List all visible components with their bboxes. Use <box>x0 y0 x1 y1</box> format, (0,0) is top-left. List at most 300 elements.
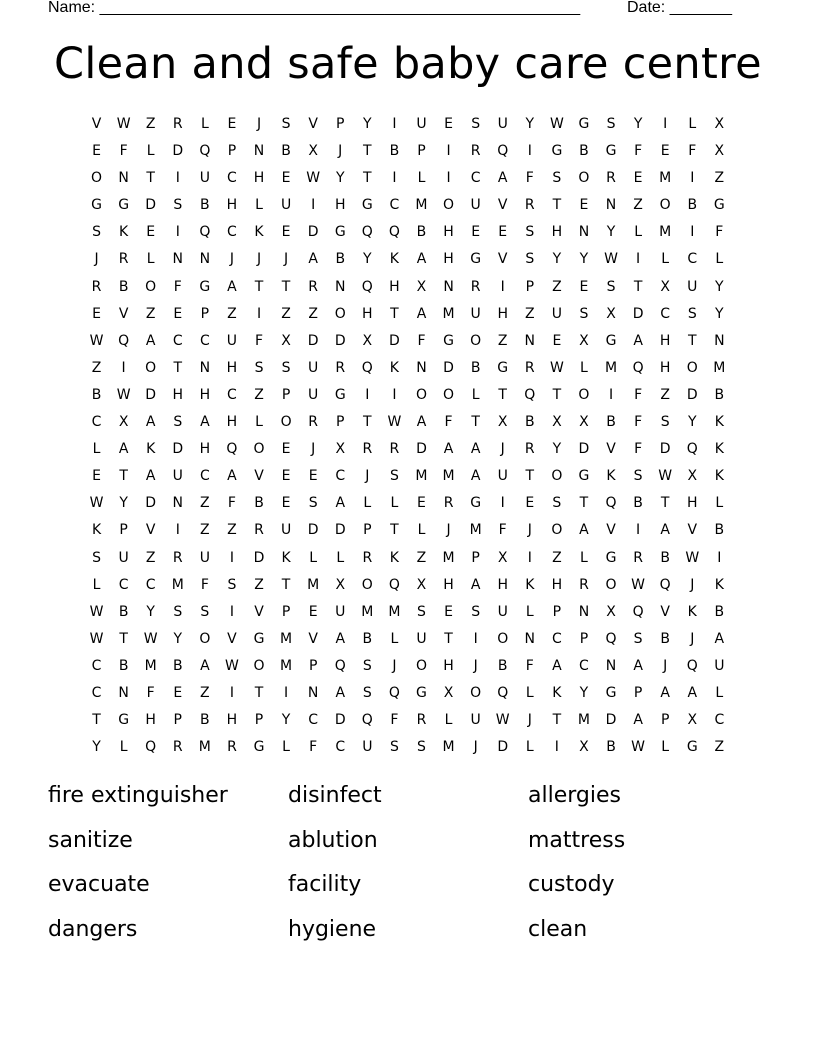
grid-letter[interactable]: D <box>659 441 671 458</box>
grid-letter[interactable]: P <box>579 630 589 647</box>
grid-letter[interactable]: U <box>362 739 373 756</box>
grid-letter[interactable]: A <box>470 441 481 458</box>
grid-letter[interactable]: K <box>91 522 102 539</box>
grid-letter[interactable]: L <box>688 116 697 132</box>
grid-letter[interactable]: Y <box>335 170 345 187</box>
grid-letter[interactable]: N <box>578 603 590 620</box>
grid-letter[interactable]: V <box>91 116 102 132</box>
grid-letter[interactable]: C <box>660 305 671 322</box>
grid-letter[interactable]: E <box>173 305 183 322</box>
grid-letter[interactable]: W <box>549 359 564 376</box>
grid-letter[interactable]: B <box>118 278 129 295</box>
grid-letter[interactable]: O <box>361 576 373 593</box>
grid-letter[interactable]: C <box>335 739 346 756</box>
grid-letter[interactable]: M <box>469 522 482 539</box>
grid-letter[interactable]: E <box>146 224 156 241</box>
grid-letter[interactable]: A <box>145 414 156 431</box>
grid-letter[interactable]: H <box>497 305 508 322</box>
grid-letter[interactable]: N <box>605 197 617 214</box>
grid-letter[interactable]: D <box>578 441 590 458</box>
grid-letter[interactable]: M <box>415 468 428 485</box>
grid-letter[interactable]: S <box>606 278 616 295</box>
grid-letter[interactable]: E <box>281 495 291 512</box>
grid-letter[interactable]: H <box>551 576 563 593</box>
grid-letter[interactable]: N <box>578 224 590 241</box>
grid-letter[interactable]: U <box>280 522 292 539</box>
grid-letter[interactable]: Z <box>145 116 156 132</box>
grid-letter[interactable]: C <box>714 712 725 729</box>
grid-letter[interactable]: X <box>660 278 670 295</box>
grid-letter[interactable]: S <box>525 251 535 268</box>
grid-letter[interactable]: S <box>92 549 101 566</box>
grid-letter[interactable]: N <box>605 657 617 674</box>
grid-letter[interactable]: L <box>92 576 101 593</box>
grid-letter[interactable]: D <box>389 332 400 349</box>
grid-letter[interactable]: M <box>442 468 455 485</box>
grid-letter[interactable]: W <box>631 576 646 593</box>
grid-letter[interactable]: B <box>118 657 129 674</box>
grid-letter[interactable]: A <box>714 630 725 647</box>
grid-letter[interactable]: G <box>253 739 265 756</box>
grid-letter[interactable]: M <box>442 305 455 322</box>
grid-letter[interactable]: B <box>389 143 400 160</box>
grid-letter[interactable]: C <box>199 332 210 349</box>
grid-letter[interactable]: D <box>307 224 319 241</box>
grid-letter[interactable]: R <box>524 441 535 458</box>
grid-letter[interactable]: B <box>200 712 210 729</box>
grid-letter[interactable]: C <box>199 468 210 485</box>
grid-letter[interactable]: G <box>334 386 346 403</box>
grid-letter[interactable]: Q <box>659 576 671 593</box>
grid-letter[interactable]: G <box>199 278 211 295</box>
grid-letter[interactable]: C <box>335 468 346 485</box>
grid-letter[interactable]: A <box>660 522 670 539</box>
grid-letter[interactable]: L <box>580 549 588 566</box>
grid-letter[interactable]: I <box>500 278 505 295</box>
grid-letter[interactable]: G <box>91 197 102 214</box>
grid-letter[interactable]: J <box>229 251 234 268</box>
grid-letter[interactable]: O <box>578 386 590 403</box>
grid-letter[interactable]: B <box>524 414 535 431</box>
grid-letter[interactable]: S <box>471 116 481 132</box>
grid-letter[interactable]: I <box>392 170 397 187</box>
grid-letter[interactable]: A <box>660 684 670 701</box>
grid-letter[interactable]: W <box>89 332 104 349</box>
grid-letter[interactable]: Y <box>525 116 535 132</box>
grid-letter[interactable]: I <box>446 170 451 187</box>
grid-letter[interactable]: F <box>417 332 426 349</box>
grid-letter[interactable]: S <box>362 657 372 674</box>
grid-letter[interactable]: C <box>91 657 102 674</box>
grid-letter[interactable]: B <box>606 739 616 756</box>
grid-letter[interactable]: Y <box>552 441 562 458</box>
grid-letter[interactable]: Y <box>119 495 128 512</box>
grid-letter[interactable]: Y <box>579 251 589 268</box>
grid-letter[interactable]: D <box>443 359 454 376</box>
grid-letter[interactable]: M <box>713 359 726 376</box>
grid-letter[interactable]: X <box>443 684 454 701</box>
grid-letter[interactable]: S <box>687 305 697 322</box>
grid-letter[interactable]: Z <box>416 549 427 566</box>
grid-letter[interactable]: U <box>687 278 698 295</box>
grid-letter[interactable]: V <box>606 441 616 458</box>
grid-letter[interactable]: T <box>254 278 264 295</box>
grid-letter[interactable]: I <box>527 549 532 566</box>
grid-letter[interactable]: R <box>362 549 373 566</box>
grid-letter[interactable]: L <box>715 251 724 268</box>
grid-letter[interactable]: T <box>363 414 372 431</box>
grid-letter[interactable]: D <box>686 386 698 403</box>
grid-letter[interactable]: E <box>92 468 101 485</box>
grid-letter[interactable]: I <box>527 143 532 160</box>
grid-letter[interactable]: A <box>335 630 346 647</box>
grid-letter[interactable]: D <box>253 549 265 566</box>
grid-letter[interactable]: N <box>416 359 427 376</box>
grid-letter[interactable]: T <box>525 468 535 485</box>
grid-letter[interactable]: I <box>690 170 695 187</box>
grid-letter[interactable]: C <box>145 576 156 593</box>
grid-letter[interactable]: C <box>91 414 102 431</box>
grid-letter[interactable]: U <box>714 657 725 674</box>
grid-letter[interactable]: A <box>633 657 643 674</box>
grid-letter[interactable]: G <box>118 197 130 214</box>
grid-letter[interactable]: T <box>173 359 183 376</box>
grid-letter[interactable]: T <box>471 414 480 431</box>
grid-letter[interactable]: I <box>256 305 262 322</box>
grid-letter[interactable]: B <box>660 549 670 566</box>
grid-letter[interactable]: V <box>254 468 264 485</box>
grid-letter[interactable]: P <box>119 522 128 539</box>
grid-letter[interactable]: C <box>308 712 319 729</box>
grid-letter[interactable]: C <box>687 251 698 268</box>
grid-letter[interactable]: B <box>497 657 508 674</box>
grid-letter[interactable]: O <box>659 197 671 214</box>
grid-letter[interactable]: F <box>688 143 697 160</box>
grid-letter[interactable]: D <box>145 495 157 512</box>
grid-letter[interactable]: E <box>92 143 101 160</box>
grid-letter[interactable]: W <box>549 116 564 132</box>
grid-letter[interactable]: U <box>470 197 481 214</box>
grid-letter[interactable]: Q <box>199 224 211 241</box>
grid-letter[interactable]: S <box>417 603 426 620</box>
grid-letter[interactable]: Q <box>199 143 211 160</box>
grid-letter[interactable]: E <box>173 684 183 701</box>
grid-letter[interactable]: L <box>661 739 670 756</box>
grid-letter[interactable]: S <box>362 684 372 701</box>
grid-letter[interactable]: L <box>390 630 399 647</box>
grid-letter[interactable]: Y <box>633 116 643 132</box>
grid-letter[interactable]: A <box>416 414 427 431</box>
grid-letter[interactable]: J <box>690 576 695 593</box>
grid-letter[interactable]: W <box>116 386 131 403</box>
grid-letter[interactable]: Z <box>281 305 291 322</box>
grid-letter[interactable]: C <box>551 630 562 647</box>
grid-letter[interactable]: I <box>229 549 234 566</box>
grid-letter[interactable]: U <box>118 549 129 566</box>
grid-letter[interactable]: A <box>416 305 427 322</box>
grid-letter[interactable]: X <box>308 143 318 160</box>
grid-letter[interactable]: L <box>363 495 372 512</box>
grid-letter[interactable]: Q <box>686 441 698 458</box>
grid-letter[interactable]: J <box>365 468 370 485</box>
grid-letter[interactable]: X <box>579 414 589 431</box>
grid-letter[interactable]: X <box>606 305 616 322</box>
grid-letter[interactable]: T <box>363 143 372 160</box>
grid-letter[interactable]: V <box>497 251 508 268</box>
grid-letter[interactable]: D <box>172 143 184 160</box>
grid-letter[interactable]: P <box>281 386 291 403</box>
grid-letter[interactable]: L <box>282 739 290 756</box>
grid-letter[interactable]: A <box>335 495 346 512</box>
grid-letter[interactable]: B <box>254 495 264 512</box>
grid-letter[interactable]: K <box>281 549 291 566</box>
grid-letter[interactable]: L <box>146 143 155 160</box>
grid-letter[interactable]: V <box>687 522 698 539</box>
grid-letter[interactable]: K <box>254 224 264 241</box>
grid-letter[interactable]: S <box>633 630 643 647</box>
grid-letter[interactable]: B <box>714 603 725 620</box>
grid-letter[interactable]: O <box>145 359 157 376</box>
grid-letter[interactable]: U <box>470 712 481 729</box>
grid-letter[interactable]: C <box>470 170 481 187</box>
grid-letter[interactable]: R <box>633 549 643 566</box>
grid-letter[interactable]: Y <box>552 251 562 268</box>
grid-letter[interactable]: N <box>172 495 184 512</box>
grid-letter[interactable]: C <box>172 332 183 349</box>
grid-letter[interactable]: J <box>284 251 289 268</box>
grid-letter[interactable]: Z <box>660 386 670 403</box>
grid-letter[interactable]: Y <box>173 630 183 647</box>
grid-letter[interactable]: E <box>444 116 453 132</box>
grid-letter[interactable]: R <box>362 441 373 458</box>
grid-letter[interactable]: S <box>552 495 562 512</box>
grid-letter[interactable]: G <box>443 332 454 349</box>
grid-letter[interactable]: U <box>497 468 508 485</box>
grid-letter[interactable]: J <box>256 251 262 268</box>
grid-letter[interactable]: F <box>498 522 507 539</box>
grid-letter[interactable]: R <box>91 278 102 295</box>
grid-letter[interactable]: I <box>690 224 695 241</box>
grid-letter[interactable]: Z <box>552 549 562 566</box>
grid-letter[interactable]: R <box>470 278 481 295</box>
grid-letter[interactable]: A <box>552 657 562 674</box>
grid-letter[interactable]: D <box>334 712 346 729</box>
grid-letter[interactable]: G <box>605 143 617 160</box>
grid-letter[interactable]: P <box>336 116 345 132</box>
grid-letter[interactable]: B <box>172 657 183 674</box>
grid-letter[interactable]: M <box>415 197 428 214</box>
grid-letter[interactable]: L <box>580 359 588 376</box>
grid-letter[interactable]: J <box>338 143 343 160</box>
grid-letter[interactable]: I <box>284 684 289 701</box>
grid-letter[interactable]: R <box>172 549 183 566</box>
grid-letter[interactable]: A <box>308 251 318 268</box>
grid-letter[interactable]: O <box>443 197 455 214</box>
grid-letter[interactable]: V <box>308 630 318 647</box>
grid-letter[interactable]: G <box>118 712 130 729</box>
grid-letter[interactable]: M <box>307 576 320 593</box>
grid-letter[interactable]: P <box>633 684 643 701</box>
grid-letter[interactable]: N <box>199 251 211 268</box>
grid-letter[interactable]: S <box>173 414 183 431</box>
grid-letter[interactable]: E <box>227 116 237 132</box>
grid-letter[interactable]: I <box>608 386 614 403</box>
grid-letter[interactable]: L <box>92 441 101 458</box>
grid-letter[interactable]: L <box>525 739 534 756</box>
grid-letter[interactable]: H <box>443 224 454 241</box>
grid-letter[interactable]: O <box>415 657 427 674</box>
grid-letter[interactable]: Y <box>146 603 155 620</box>
grid-letter[interactable]: C <box>227 170 237 187</box>
grid-letter[interactable]: Z <box>200 495 210 512</box>
grid-letter[interactable]: G <box>713 197 725 214</box>
grid-letter[interactable]: A <box>497 170 508 187</box>
grid-letter[interactable]: I <box>446 143 451 160</box>
grid-letter[interactable]: T <box>579 495 589 512</box>
grid-letter[interactable]: U <box>470 305 481 322</box>
grid-letter[interactable]: N <box>118 170 129 187</box>
grid-letter[interactable]: S <box>281 116 291 132</box>
grid-letter[interactable]: T <box>687 332 697 349</box>
grid-letter[interactable]: J <box>690 630 695 647</box>
grid-letter[interactable]: M <box>361 603 374 620</box>
grid-letter[interactable]: I <box>175 224 180 241</box>
grid-letter[interactable]: N <box>118 684 129 701</box>
grid-letter[interactable]: J <box>256 116 262 132</box>
grid-letter[interactable]: W <box>658 468 673 485</box>
grid-letter[interactable]: R <box>389 441 400 458</box>
grid-letter[interactable]: G <box>578 116 590 132</box>
grid-letter[interactable]: G <box>334 224 346 241</box>
grid-letter[interactable]: G <box>605 549 617 566</box>
grid-letter[interactable]: J <box>473 739 478 756</box>
grid-letter[interactable]: X <box>552 414 562 431</box>
grid-letter[interactable]: U <box>497 603 508 620</box>
grid-letter[interactable]: B <box>606 414 616 431</box>
grid-letter[interactable]: L <box>255 414 263 431</box>
grid-letter[interactable]: W <box>116 116 131 132</box>
grid-letter[interactable]: R <box>254 522 264 539</box>
grid-letter[interactable]: U <box>551 305 562 322</box>
grid-letter[interactable]: R <box>443 495 454 512</box>
grid-letter[interactable]: R <box>606 170 616 187</box>
grid-letter[interactable]: U <box>280 197 292 214</box>
grid-letter[interactable]: Q <box>605 630 617 647</box>
grid-letter[interactable]: A <box>118 441 129 458</box>
grid-letter[interactable]: O <box>199 630 211 647</box>
grid-letter[interactable]: P <box>200 305 210 322</box>
grid-letter[interactable]: L <box>715 684 724 701</box>
grid-letter[interactable]: T <box>552 386 562 403</box>
grid-letter[interactable]: T <box>660 495 670 512</box>
grid-letter[interactable]: S <box>471 603 481 620</box>
grid-letter[interactable]: K <box>525 576 535 593</box>
grid-letter[interactable]: V <box>606 522 616 539</box>
grid-letter[interactable]: O <box>334 305 346 322</box>
grid-letter[interactable]: Q <box>605 495 617 512</box>
grid-letter[interactable]: G <box>470 251 482 268</box>
grid-letter[interactable]: L <box>417 522 426 539</box>
grid-letter[interactable]: J <box>527 712 532 729</box>
grid-letter[interactable]: F <box>715 224 724 241</box>
grid-letter[interactable]: Q <box>632 603 644 620</box>
grid-letter[interactable]: S <box>254 359 264 376</box>
grid-letter[interactable]: T <box>119 630 128 647</box>
grid-letter[interactable]: Z <box>227 305 237 322</box>
grid-letter[interactable]: L <box>471 386 480 403</box>
grid-letter[interactable]: I <box>175 170 180 187</box>
grid-letter[interactable]: K <box>389 359 399 376</box>
grid-letter[interactable]: U <box>308 386 319 403</box>
grid-letter[interactable]: H <box>686 495 698 512</box>
grid-letter[interactable]: M <box>280 657 293 674</box>
grid-letter[interactable]: Z <box>227 522 237 539</box>
grid-letter[interactable]: F <box>634 386 643 403</box>
grid-letter[interactable]: X <box>118 414 129 431</box>
grid-letter[interactable]: X <box>497 549 508 566</box>
grid-letter[interactable]: M <box>144 657 157 674</box>
grid-letter[interactable]: S <box>417 739 426 756</box>
grid-letter[interactable]: X <box>416 576 427 593</box>
grid-letter[interactable]: F <box>254 332 264 349</box>
grid-letter[interactable]: H <box>253 170 265 187</box>
grid-letter[interactable]: B <box>281 143 291 160</box>
grid-letter[interactable]: G <box>605 684 617 701</box>
grid-letter[interactable]: H <box>362 305 373 322</box>
grid-letter[interactable]: D <box>416 441 427 458</box>
grid-letter[interactable]: U <box>199 170 210 187</box>
grid-letter[interactable]: W <box>387 414 402 431</box>
grid-letter[interactable]: N <box>172 251 184 268</box>
grid-letter[interactable]: J <box>446 522 451 539</box>
grid-letter[interactable]: W <box>89 603 104 620</box>
grid-letter[interactable]: U <box>308 359 319 376</box>
grid-letter[interactable]: Z <box>714 170 725 187</box>
grid-letter[interactable]: H <box>443 251 454 268</box>
grid-letter[interactable]: Q <box>361 359 373 376</box>
grid-letter[interactable]: B <box>118 603 129 620</box>
grid-letter[interactable]: Y <box>715 278 724 295</box>
grid-letter[interactable]: Q <box>226 441 238 458</box>
grid-letter[interactable]: R <box>172 739 183 756</box>
grid-letter[interactable]: P <box>363 522 372 539</box>
grid-letter[interactable]: H <box>497 576 508 593</box>
grid-letter[interactable]: U <box>226 332 238 349</box>
grid-letter[interactable]: J <box>473 657 478 674</box>
grid-letter[interactable]: B <box>579 143 589 160</box>
grid-letter[interactable]: L <box>309 549 318 566</box>
grid-letter[interactable]: Q <box>497 684 509 701</box>
grid-letter[interactable]: L <box>525 603 534 620</box>
grid-letter[interactable]: D <box>172 441 184 458</box>
grid-letter[interactable]: X <box>416 278 427 295</box>
grid-letter[interactable]: M <box>604 359 618 376</box>
grid-letter[interactable]: D <box>334 332 346 349</box>
grid-letter[interactable]: O <box>551 468 563 485</box>
grid-letter[interactable]: K <box>714 414 724 431</box>
grid-letter[interactable]: H <box>551 224 563 241</box>
grid-letter[interactable]: P <box>525 278 535 295</box>
grid-letter[interactable]: M <box>577 712 590 729</box>
grid-letter[interactable]: X <box>335 576 346 593</box>
grid-letter[interactable]: V <box>145 522 156 539</box>
grid-letter[interactable]: K <box>552 684 562 701</box>
grid-letter[interactable]: D <box>307 522 319 539</box>
grid-letter[interactable]: F <box>227 495 236 512</box>
grid-letter[interactable]: Z <box>254 576 264 593</box>
grid-letter[interactable]: N <box>714 332 725 349</box>
grid-letter[interactable]: X <box>714 143 725 160</box>
